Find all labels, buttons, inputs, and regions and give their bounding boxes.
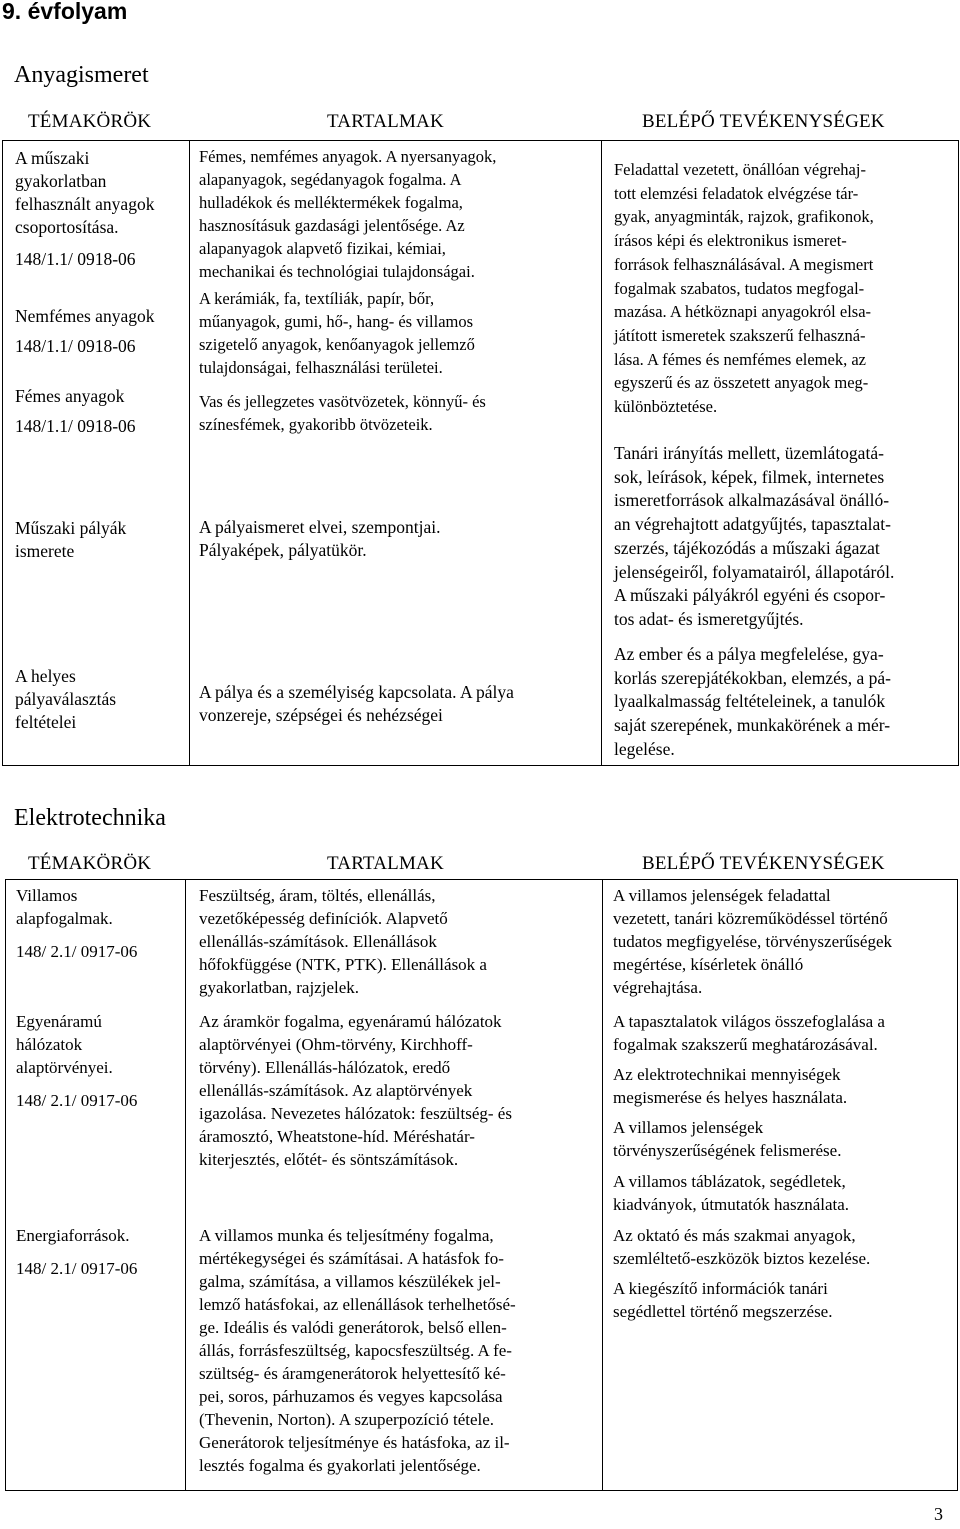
topic-code: 148/ 2.1/ 0917-06 [16,942,138,961]
header-contents: TARTALMAK [327,853,444,874]
section-title-anyagismeret: Anyagismeret [14,62,149,88]
contents-column [186,880,603,1491]
topic-code: 148/ 2.1/ 0917-06 [16,1259,138,1278]
topic-block: Egyenáramú hálózatok alaptörvényei. 148/ 2.1/ 0917-06 [16,1012,138,1110]
page-number: 3 [934,1504,943,1524]
activity-block: Az elektrotechnikai mennyiségek megismerése és helyes használata. [613,1065,848,1107]
topic-block: A helyes pályaválasztás feltételei [15,666,117,732]
activity-block: Az ember és a pálya megfelelése, gya- korlás szerepjátékokban, elemzés, a pá- lyaalkalmasság feltételeinek, a tanulók saját szerepének, munkakörének a mér- legelése. [614,644,891,759]
topics-column [6,880,186,1491]
topic-code: 148/1.1/ 0918-06 [15,416,136,436]
topic-block: A műszaki gyakorlatban felhasznált anyagok csoportosítása. 148/1.1/ 0918-06 [15,148,155,269]
activity-block: A villamos táblázatok, segédletek, kiadványok, útmutatók használata. [613,1172,850,1214]
header-topics: TÉMAKÖRÖK [28,853,152,874]
elektrotechnika-table [5,879,958,1491]
content-block: A pályaismeret elvei, szempontjai. Pályaképek, pályatükör. [199,517,441,560]
header-topics: TÉMAKÖRÖK [28,111,152,132]
content-block: A villamos munka és teljesítmény fogalma, mértékegységei és számításai. A hatásfok fo- galma, számítása, a villamos készülékek jel- lemző hatásfokai, az ellenállások terhelhetősé- ge. Ideális és valódi generátorok, belső ellen- állás, forrásfeszültség, kapocsfeszültség. A fe- szültség- és áramgenerátorok helyettesítő ké- pei, soros, párhuzamos és vegyes kapcsolása (Thevenin, Norton). A szuperpozíció tétele. Generátorok teljesítménye és hatásfoka, az il- lesztés fogalma és gyakorlati jelentősége. [199,1226,516,1475]
activity-block: Tanári irányítás mellett, üzemlátogatá- sok, leírások, képek, filmek, internetes ismeretforrások alkalmazásával önálló- an végrehajtott adatgyűjtés, tapasztalat- szerzés, tájékozódás a műszaki ágazat jelenségeiről, folyamatairól, állapotáról. A műszaki pályákról egyéni és csopor- tos adat- és ismeretgyűjtés. [614,443,895,629]
header-activities: BELÉPŐ TEVÉKENYSÉGEK [642,111,885,132]
content-block: A kerámiák, fa, textíliák, papír, bőr, műanyagok, gumi, hő-, hang- és villamos szigetelő anyagok, kenőanyagok jellemző tulajdonságai, felhasználási területei. [199,289,475,377]
topics-column [3,141,190,766]
activity-block: Feladattal vezetett, önállóan végrehaj- tott elemzési feladatok elvégzése tár- gyak, anyagminták, rajzok, grafikonok, írásos képi és elektronikus ismeret- források felhasználásával. A megismert fogalmak szabatos, tudatos megfogal- mazása. A hétköznapi anyagokról elsa- játított ismeretek szakszerű felhaszná- lása. A fémes és nemfémes elemek, az egyszerű és az összetett anyagok meg- különböztetése. [614,160,874,417]
activity-block: Az oktató és más szakmai anyagok, szemléltető-eszközök biztos kezelése. [613,1226,871,1268]
topic-code: 148/1.1/ 0918-06 [15,336,136,356]
topic-block: Fémes anyagok 148/1.1/ 0918-06 [15,386,136,436]
topic-block: Műszaki pályák ismerete [15,518,127,561]
activity-block: A kiegészítő információk tanári segédlettel történő megszerzése. [613,1279,833,1321]
activities-column [602,141,959,766]
contents-column [190,141,602,766]
activities-column [603,880,958,1491]
content-block: Az áramkör fogalma, egyenáramú hálózatok alaptörvényei (Ohm-törvény, Kirchhoff- törvény). Ellenállás-hálózatok, eredő ellenállás-számítások. Az alaptörvények igazolása. Nevezetes hálózatok: feszültség- és áramosztó, Wheatstone-híd. Méréshatár- kiterjesztés, előtét- és söntszámítások. [199,1012,512,1169]
header-activities: BELÉPŐ TEVÉKENYSÉGEK [642,853,885,874]
topic-block: Villamos alapfogalmak. 148/ 2.1/ 0917-06 [16,886,138,961]
header-contents: TARTALMAK [327,111,444,132]
topic-block: Energiaforrások. 148/ 2.1/ 0917-06 [16,1226,138,1278]
content-block: Vas és jellegzetes vasötvözetek, könnyű- és színesfémek, gyakoribb ötvözeteik. [199,392,486,434]
grade-heading: 9. évfolyam [2,0,128,24]
topic-code: 148/1.1/ 0918-06 [15,249,136,269]
anyagismeret-table [2,140,959,766]
section-title-elektrotechnika: Elektrotechnika [14,805,166,831]
topic-code: 148/ 2.1/ 0917-06 [16,1091,138,1110]
activity-block: A villamos jelenségek törvényszerűségének felismerése. [613,1118,842,1160]
content-block: A pálya és a személyiség kapcsolata. A pálya vonzereje, szépségei és nehézségei [199,682,514,725]
content-block: Fémes, nemfémes anyagok. A nyersanyagok, alapanyagok, segédanyagok fogalma. A hulladékok és melléktermékek fogalma, hasznosításuk gazdasági jelentősége. Az alapanyagok alapvető fizikai, kémiai, mechanikai és technológiai tulajdonságai. [199,147,497,281]
activity-block: A tapasztalatok világos összefoglalása a fogalmak szakszerű meghatározásával. [613,1012,885,1054]
activity-block: A villamos jelenségek feladattal vezetett, tanári közreműködéssel történő tudatos megfigyelése, törvényszerűségek megértése, kísérletek önálló végrehajtása. [613,886,892,997]
topic-block: Nemfémes anyagok 148/1.1/ 0918-06 [15,306,155,356]
content-block: Feszültség, áram, töltés, ellenállás, vezetőképesség definíciók. Alapvető ellenállás-számítások. Ellenállások hőfokfüggése (NTK, PTK). Ellenállások a gyakorlatban, rajzjelek. [199,886,487,997]
